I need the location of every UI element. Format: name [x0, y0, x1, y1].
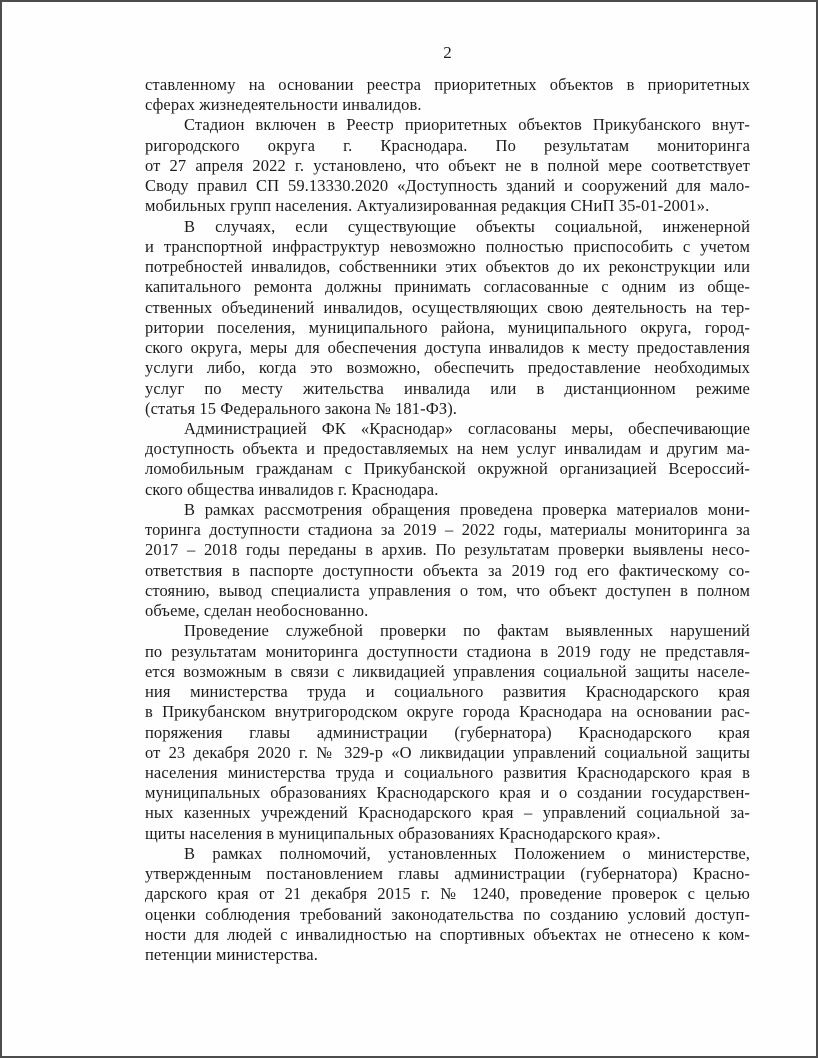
text-line: услуги либо, когда это возможно, обеспечить предоставление необходимых [145, 358, 750, 378]
document-body [145, 75, 750, 965]
text-line: ственных объединений инвалидов, осуществляющих свою деятельность на тер- [145, 297, 750, 317]
text-line: торинга доступности стадиона за 2019 – 2022 годы, материалы мониторинга за [145, 520, 750, 540]
text-line: Стадион включен в Реестр приоритетных объектов Прикубанского внут- [184, 115, 750, 135]
text-line: услуг по месту жительства инвалида или в дистанционном режиме [145, 378, 750, 398]
text-line: капитального ремонта должны принимать согласованные с одним из обще- [145, 277, 750, 297]
paragraph [145, 75, 750, 115]
text-line: ставленному на основании реестра приоритетных объектов в приоритетных [145, 75, 750, 94]
text-line: доступность объекта и предоставляемых на нем услуг инвалидам и другим ма- [145, 439, 750, 459]
text-line: потребностей инвалидов, собственники этих объектов до их реконструкции или [145, 257, 750, 277]
text-line: поряжения главы администрации (губернатора) Краснодарского края [145, 722, 750, 742]
text-line: утвержденным постановлением главы администрации (губернатора) Красно- [145, 864, 750, 884]
paragraph [145, 500, 750, 621]
text-line: Своду правил СП 59.13330.2020 «Доступность зданий и сооружений для мало- [145, 176, 750, 196]
text-line: по результатам мониторинга доступности стадиона в 2019 году не представля- [145, 641, 750, 661]
text-line: дарского края от 21 декабря 2015 г. № 1240, проведение проверок с целью [145, 884, 750, 904]
text-line: петенции министерства. [145, 945, 318, 965]
text-line: В рамках рассмотрения обращения проведена проверка материалов мони- [184, 499, 750, 519]
paragraph [145, 621, 750, 844]
text-line: мобильных групп населения. Актуализированная редакция СНиП 35-01-2001». [145, 196, 710, 216]
text-line: ния министерства труда и социального развития Краснодарского края [145, 682, 750, 702]
text-line: В случаях, если существующие объекты социальной, инженерной [184, 216, 750, 236]
paragraph [145, 844, 750, 965]
text-line: объеме, сделан необоснованно. [145, 601, 369, 621]
text-line: ского общества инвалидов г. Краснодара. [145, 479, 439, 499]
text-line: щиты населения в муниципальных образованиях Краснодарского края». [145, 823, 661, 843]
text-line: Проведение служебной проверки по фактам выявленных нарушений [184, 621, 750, 641]
paragraph [145, 115, 750, 216]
text-line: стоянию, вывод специалиста управления о том, что объект доступен в полном [145, 580, 750, 600]
text-line: ных казенных учреждений Краснодарского края – управлений социальной за- [145, 803, 750, 823]
text-line: от 27 апреля 2022 г. установлено, что объект не в полной мере соответствует [145, 155, 750, 175]
text-line: 2017 – 2018 годы переданы в архив. По результатам проверки выявлены несо- [145, 540, 750, 560]
paragraph [145, 217, 750, 419]
text-line: ется возможным в связи с ликвидацией управления социальной защиты населе- [145, 661, 750, 681]
page-number: 2 [443, 43, 452, 62]
text-line: ригородского округа г. Краснодара. По результатам мониторинга [145, 135, 750, 155]
text-line: ответствия в паспорте доступности объекта за 2019 год его фактическому со- [145, 560, 750, 580]
text-line: ритории поселения, муниципального района, муниципального округа, город- [145, 317, 750, 337]
text-line: ломобильным гражданам с Прикубанской окружной организацией Всероссий- [145, 459, 750, 479]
text-line: населения министерства труда и социального развития Краснодарского края в [145, 762, 750, 782]
text-line: (статья 15 Федерального закона № 181-ФЗ). [145, 398, 458, 418]
text-line: и транспортной инфраструктур невозможно полностью приспособить с учетом [145, 236, 750, 256]
text-line: ности для людей с инвалидностью на спортивных объектах не отнесено к ком- [145, 924, 750, 944]
text-line: оценки соблюдения требований законодательства по созданию условий доступ- [145, 904, 750, 924]
text-line: муниципальных образованиях Краснодарского края и о создании государствен- [145, 783, 750, 803]
text-line: Администрацией ФК «Краснодар» согласованы меры, обеспечивающие [184, 418, 750, 438]
text-line: от 23 декабря 2020 г. № 329-р «О ликвидации управлений социальной защиты [145, 742, 750, 762]
text-line: в Прикубанском внутригородском округе города Краснодара на основании рас- [145, 702, 750, 722]
paragraph [145, 419, 750, 500]
text-line: сферах жизнедеятельности инвалидов. [145, 95, 422, 115]
text-line: В рамках полномочий, установленных Положением о министерстве, [184, 843, 750, 863]
text-line: ского округа, меры для обеспечения доступа инвалидов к месту предоставления [145, 338, 750, 358]
